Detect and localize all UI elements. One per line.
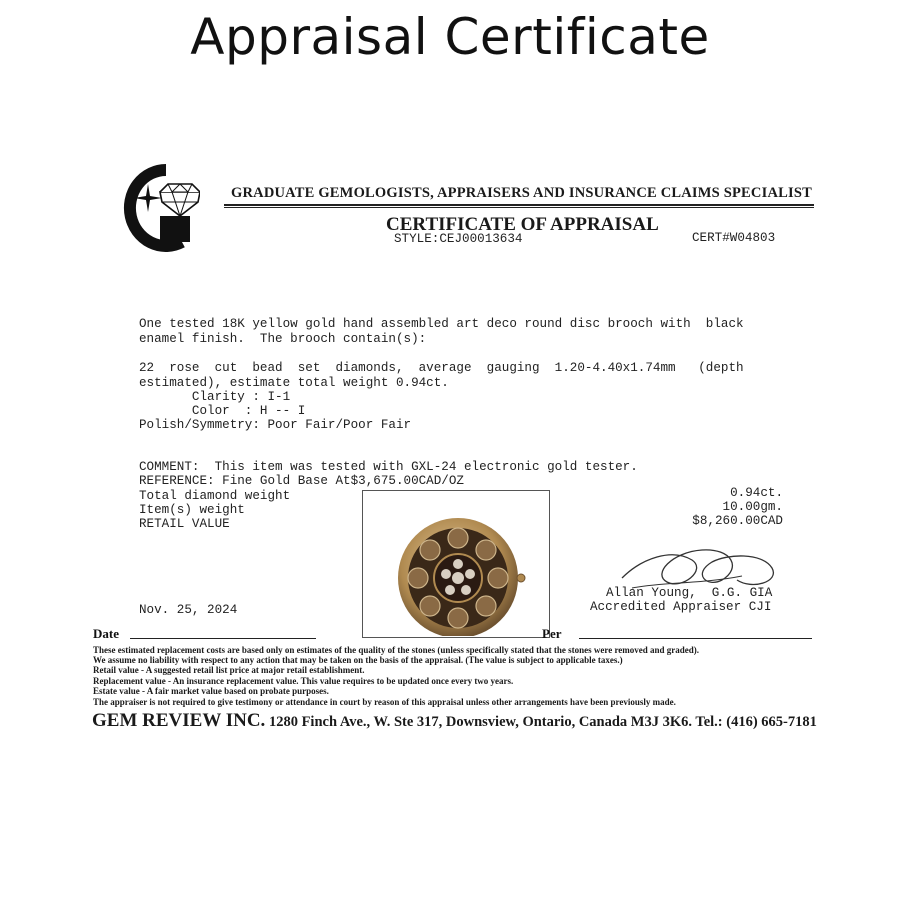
header-rule-thin [224, 207, 814, 208]
disclaimer-line: The appraiser is not required to give testimony or attendance in court by reason of this appraisal unless other arrangements have been previously made. [93, 697, 676, 707]
disclaimer-line: Retail value - A suggested retail list price at major retail establishment. [93, 665, 365, 675]
value-amount: $8,260.00CAD [692, 514, 783, 528]
date-line [130, 638, 316, 639]
company-address: 1280 Finch Ave., W. Ste 317, Downsview, Ontario, Canada M3J 3K6. Tel.: (416) 665-7181 [265, 714, 817, 730]
gemologist-logo-icon [118, 162, 200, 252]
disclaimer-line: Estate value - A fair market value based on probate purposes. [93, 686, 329, 696]
clarity-grade: Clarity : I-1 [139, 390, 291, 404]
value-label: Total diamond weight [139, 489, 291, 503]
page-heading: Appraisal Certificate [190, 8, 710, 66]
value-label: Item(s) weight [139, 503, 245, 517]
disclaimer-line: We assume no liability with respect to any action that may be taken on the basis of the appraisal. (The value is subject to applicable taxes.) [93, 655, 623, 665]
appraisal-date: Nov. 25, 2024 [139, 603, 238, 617]
description-line: 22 rose cut bead set diamonds, average gauging 1.20-4.40x1.74mm (depth [139, 361, 744, 375]
disclaimer-line: These estimated replacement costs are based only on estimates of the quality of the stones (unless specifically stated that the stones were removed and graded). [93, 645, 700, 655]
color-grade: Color : H -- I [139, 404, 306, 418]
value-amount: 0.94ct. [730, 486, 783, 500]
value-label: RETAIL VALUE [139, 517, 230, 531]
value-amount: 10.00gm. [722, 500, 783, 514]
company-name: GEM REVIEW INC. [92, 710, 266, 731]
organization-name: GRADUATE GEMOLOGISTS, APPRAISERS AND INSURANCE CLAIMS SPECIALIST [231, 185, 812, 201]
date-label: Date [93, 626, 119, 641]
description-line: One tested 18K yellow gold hand assembled art deco round disc brooch with black [139, 317, 744, 331]
brooch-photo [394, 516, 526, 636]
polish-symmetry: Polish/Symmetry: Poor Fair/Poor Fair [139, 418, 412, 432]
header-rule [224, 204, 814, 206]
description-line: enamel finish. The brooch contain(s): [139, 332, 427, 346]
reference-line: REFERENCE: Fine Gold Base At$3,675.00CAD/OZ [139, 474, 464, 488]
certificate-title: CERTIFICATE OF APPRAISAL [386, 214, 659, 235]
cert-number: CERT#W04803 [692, 231, 776, 245]
description-line: estimated), estimate total weight 0.94ct. [139, 376, 449, 390]
comment-line: COMMENT: This item was tested with GXL-24 electronic gold tester. [139, 460, 638, 474]
disclaimer-line: Replacement value - An insurance replacement value. This value requires to be updated once every two years. [93, 676, 514, 686]
company-footer [92, 710, 817, 732]
per-line [579, 638, 812, 639]
appraiser-name: Allan Young, G.G. GIA [606, 586, 773, 600]
appraiser-title: Accredited Appraiser CJI [590, 600, 772, 614]
style-number: STYLE:CEJ00013634 [394, 232, 523, 246]
per-label: Per [542, 626, 562, 641]
